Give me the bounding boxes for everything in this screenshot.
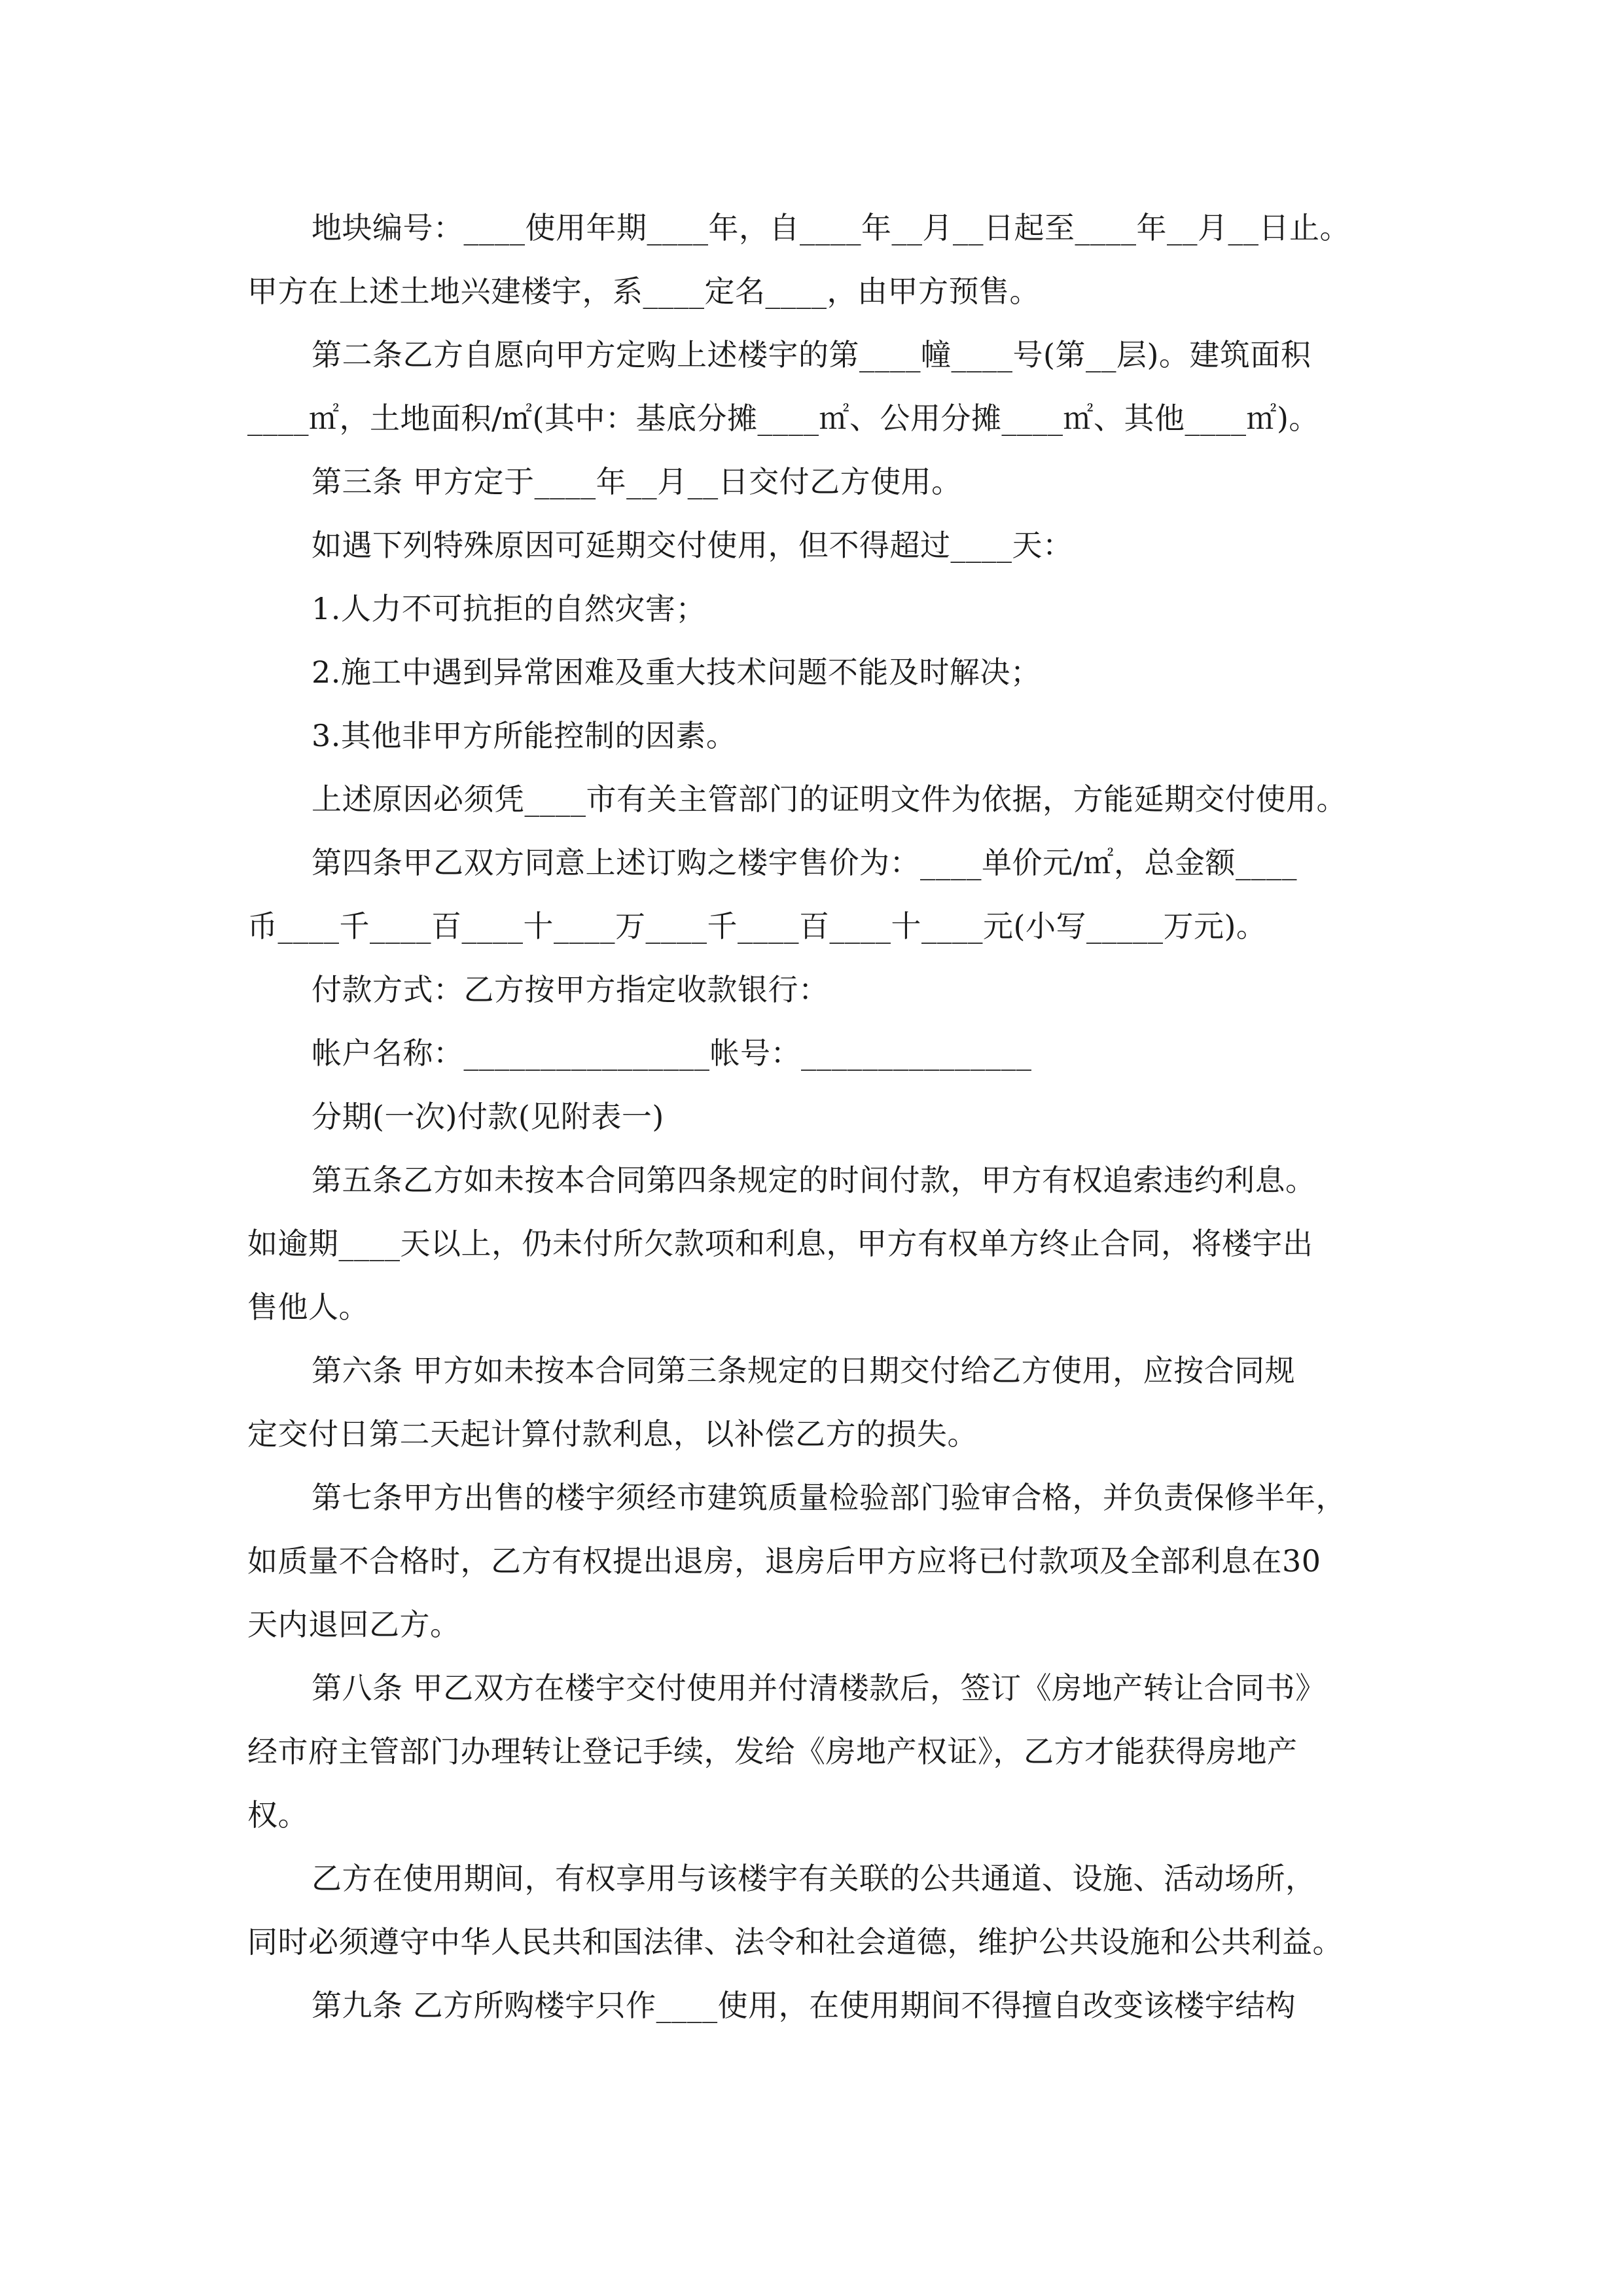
text-line: 经市府主管部门办理转让登记手续，发给《房地产权证》，乙方才能获得房地产 (247, 1734, 1298, 1769)
article-3-line: 第三条 甲方定于____年__月__日交付乙方使用。 (312, 464, 962, 499)
article-6-line: 第六条 甲方如未按本合同第三条规定的日期交付给乙方使用，应按合同规 (312, 1353, 1296, 1388)
article-5-line: 第五条乙方如未按本合同第四条规定的时间付款，甲方有权追索违约利息。 (312, 1162, 1316, 1198)
list-item: 2.施工中遇到异常困难及重大技术问题不能及时解决； (312, 655, 1041, 690)
text-line: 定交付日第二天起计算付款利息，以补偿乙方的损失。 (247, 1416, 978, 1452)
installment-line: 分期(一次)付款(见附表一) (312, 1099, 664, 1134)
article-8-line: 第八条 甲乙双方在楼宇交付使用并付清楼款后，签订《房地产转让合同书》 (312, 1670, 1326, 1706)
text-line: 同时必须遵守中华人民共和国法律、法令和社会道德，维护公共设施和公共利益。 (247, 1924, 1343, 1960)
article-2-line: 第二条乙方自愿向甲方定购上述楼宇的第____幢____号(第__层)。建筑面积 (312, 337, 1311, 372)
list-item: 3.其他非甲方所能控制的因素。 (312, 718, 737, 753)
contract-body (247, 196, 1386, 2037)
text-line: 售他人。 (247, 1289, 369, 1325)
payment-method-line: 付款方式：乙方按甲方指定收款银行： (312, 972, 829, 1007)
article-4-line: 第四条甲乙双方同意上述订购之楼宇售价为：____单价元/㎡，总金额____ (312, 845, 1297, 880)
text-line: 如遇下列特殊原因可延期交付使用，但不得超过____天： (312, 528, 1073, 563)
text-line: ____㎡，土地面积/㎡(其中：基底分摊____㎡、公用分摊____㎡、其他____㎡)。 (247, 401, 1319, 436)
article-7-line: 第七条甲方出售的楼宇须经市建筑质量检验部门验审合格，并负责保修半年， (312, 1480, 1346, 1515)
text-line-plot-number: 地块编号：____使用年期____年，自____年__月__日起至____年__月__日止。 (312, 210, 1350, 245)
text-line: 天内退回乙方。 (247, 1607, 461, 1642)
text-line: 如逾期____天以上，仍未付所欠款项和利息，甲方有权单方终止合同，将楼宇出 (247, 1226, 1313, 1261)
account-line: 帐户名称：________________帐号：_______________ (312, 1035, 1032, 1071)
text-line: 币____千____百____十____万____千____百____十____元(小写_____万元)。 (247, 908, 1267, 944)
article-9-line: 第九条 乙方所购楼宇只作____使用，在使用期间不得擅自改变该楼宇结构 (312, 1988, 1296, 2023)
text-line: 如质量不合格时，乙方有权提出退房，退房后甲方应将已付款项及全部利息在30 (247, 1543, 1321, 1579)
text-line: 上述原因必须凭____市有关主管部门的证明文件为依据，方能延期交付使用。 (312, 781, 1347, 817)
text-line: 权。 (247, 1797, 308, 1833)
text-line: 甲方在上述土地兴建楼宇，系____定名____，由甲方预售。 (247, 274, 1040, 309)
list-item: 1.人力不可抗拒的自然灾害； (312, 591, 706, 626)
text-line: 乙方在使用期间，有权享用与该楼宇有关联的公共通道、设施、活动场所， (312, 1861, 1316, 1896)
